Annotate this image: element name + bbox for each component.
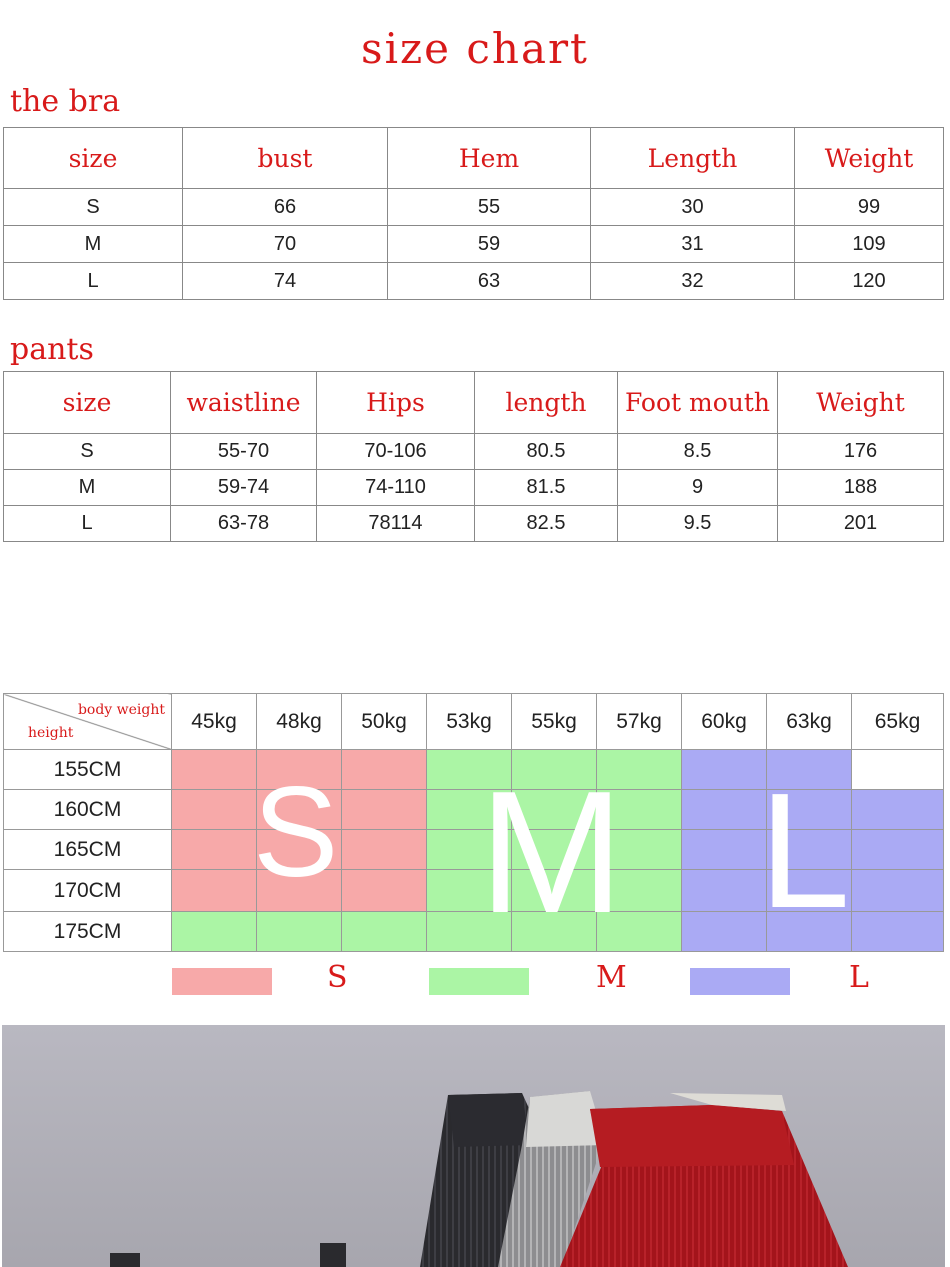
bra-cell: 109: [795, 226, 944, 263]
weight-header-cell: 53kg: [427, 694, 512, 750]
size-cell: [682, 830, 767, 870]
weight-header-cell: 48kg: [257, 694, 342, 750]
height-label: height: [28, 725, 74, 741]
legend-label-s: S: [327, 960, 348, 995]
table-row: [4, 434, 944, 470]
pants-section-label: pants: [10, 332, 94, 367]
big-letter-l: L: [759, 759, 851, 942]
weight-header-cell: 50kg: [342, 694, 427, 750]
size-cell: [257, 912, 342, 952]
size-cell: [682, 912, 767, 952]
weight-header-cell: 55kg: [512, 694, 597, 750]
pants-header-cell: length: [475, 372, 618, 434]
size-cell: [342, 750, 427, 790]
legend-label-m: M: [596, 960, 627, 995]
weight-header-cell: 45kg: [172, 694, 257, 750]
grid-corner-cell: [4, 694, 172, 750]
size-cell: [342, 870, 427, 912]
legend-label-l: L: [849, 960, 869, 995]
size-cell: [342, 830, 427, 870]
bra-header-cell: Hem: [388, 128, 591, 189]
bra-cell: 74: [183, 263, 388, 300]
pants-cell: 176: [778, 434, 944, 470]
bra-cell: 32: [591, 263, 795, 300]
size-cell: [852, 830, 944, 870]
legend-swatch-s: [172, 968, 272, 995]
size-cell: [172, 750, 257, 790]
pants-cell: 82.5: [475, 506, 618, 542]
pants-cell: 63-78: [171, 506, 317, 542]
bra-cell: 66: [183, 189, 388, 226]
bra-cell: M: [4, 226, 183, 263]
table-row: [4, 506, 944, 542]
body-weight-label: body weight: [77, 702, 165, 718]
weight-header-cell: 60kg: [682, 694, 767, 750]
product-photo: [2, 1025, 945, 1267]
size-cell: [682, 790, 767, 830]
bra-header-cell: Length: [591, 128, 795, 189]
table-row: [4, 189, 944, 226]
page-title: size chart: [361, 24, 589, 73]
legend-swatch-m: [429, 968, 529, 995]
size-cell: [172, 912, 257, 952]
pants-header-cell: Foot mouth: [618, 372, 778, 434]
size-cell: [852, 750, 944, 790]
bra-cell: 30: [591, 189, 795, 226]
table-row: [4, 226, 944, 263]
size-cell: [682, 750, 767, 790]
height-header-cell: 165CM: [4, 830, 172, 870]
height-header-cell: 160CM: [4, 790, 172, 830]
pants-cell: 188: [778, 470, 944, 506]
pants-header-cell: Hips: [317, 372, 475, 434]
big-letter-s: S: [253, 761, 339, 904]
table-row: [4, 263, 944, 300]
size-cell: [172, 870, 257, 912]
weight-header-cell: 57kg: [597, 694, 682, 750]
height-header-cell: 175CM: [4, 912, 172, 952]
pants-header-cell: waistline: [171, 372, 317, 434]
bra-cell: 70: [183, 226, 388, 263]
grid-header-row: [4, 694, 944, 750]
bra-header-cell: size: [4, 128, 183, 189]
pants-cell: 80.5: [475, 434, 618, 470]
size-cell: [342, 790, 427, 830]
leggings-photo-image: [2, 1025, 945, 1267]
pants-cell: 74-110: [317, 470, 475, 506]
bra-cell: L: [4, 263, 183, 300]
legend-swatch-l: [690, 968, 790, 995]
size-cell: [852, 790, 944, 830]
pants-header-cell: Weight: [778, 372, 944, 434]
pants-cell: 59-74: [171, 470, 317, 506]
height-header-cell: 155CM: [4, 750, 172, 790]
size-cell: [852, 912, 944, 952]
size-cell: [852, 870, 944, 912]
size-cell: [172, 830, 257, 870]
pants-cell: 8.5: [618, 434, 778, 470]
pants-cell: 201: [778, 506, 944, 542]
size-cell: [342, 912, 427, 952]
bra-cell: 99: [795, 189, 944, 226]
pants-cell: S: [4, 434, 171, 470]
bra-section-label: the bra: [10, 84, 121, 119]
weight-header-cell: 63kg: [767, 694, 852, 750]
pants-cell: L: [4, 506, 171, 542]
pants-cell: 70-106: [317, 434, 475, 470]
pants-header-row: [4, 372, 944, 434]
pants-header-cell: size: [4, 372, 171, 434]
size-cell: [172, 790, 257, 830]
bra-cell: S: [4, 189, 183, 226]
table-row: [4, 470, 944, 506]
height-header-cell: 170CM: [4, 870, 172, 912]
height-weight-size-grid: [3, 693, 943, 952]
bra-cell: 120: [795, 263, 944, 300]
bra-cell: 31: [591, 226, 795, 263]
pants-cell: 81.5: [475, 470, 618, 506]
bra-cell: 63: [388, 263, 591, 300]
pants-cell: 9.5: [618, 506, 778, 542]
bra-header-cell: Weight: [795, 128, 944, 189]
pants-cell: 55-70: [171, 434, 317, 470]
pants-cell: 78114: [317, 506, 475, 542]
bra-header-row: [4, 128, 944, 189]
pants-cell: 9: [618, 470, 778, 506]
weight-header-cell: 65kg: [852, 694, 944, 750]
bra-header-cell: bust: [183, 128, 388, 189]
bra-size-table: [3, 127, 944, 300]
bra-cell: 55: [388, 189, 591, 226]
bra-cell: 59: [388, 226, 591, 263]
pants-size-table: [3, 371, 944, 542]
big-letter-m: M: [479, 754, 624, 949]
size-cell: [682, 870, 767, 912]
pants-cell: M: [4, 470, 171, 506]
